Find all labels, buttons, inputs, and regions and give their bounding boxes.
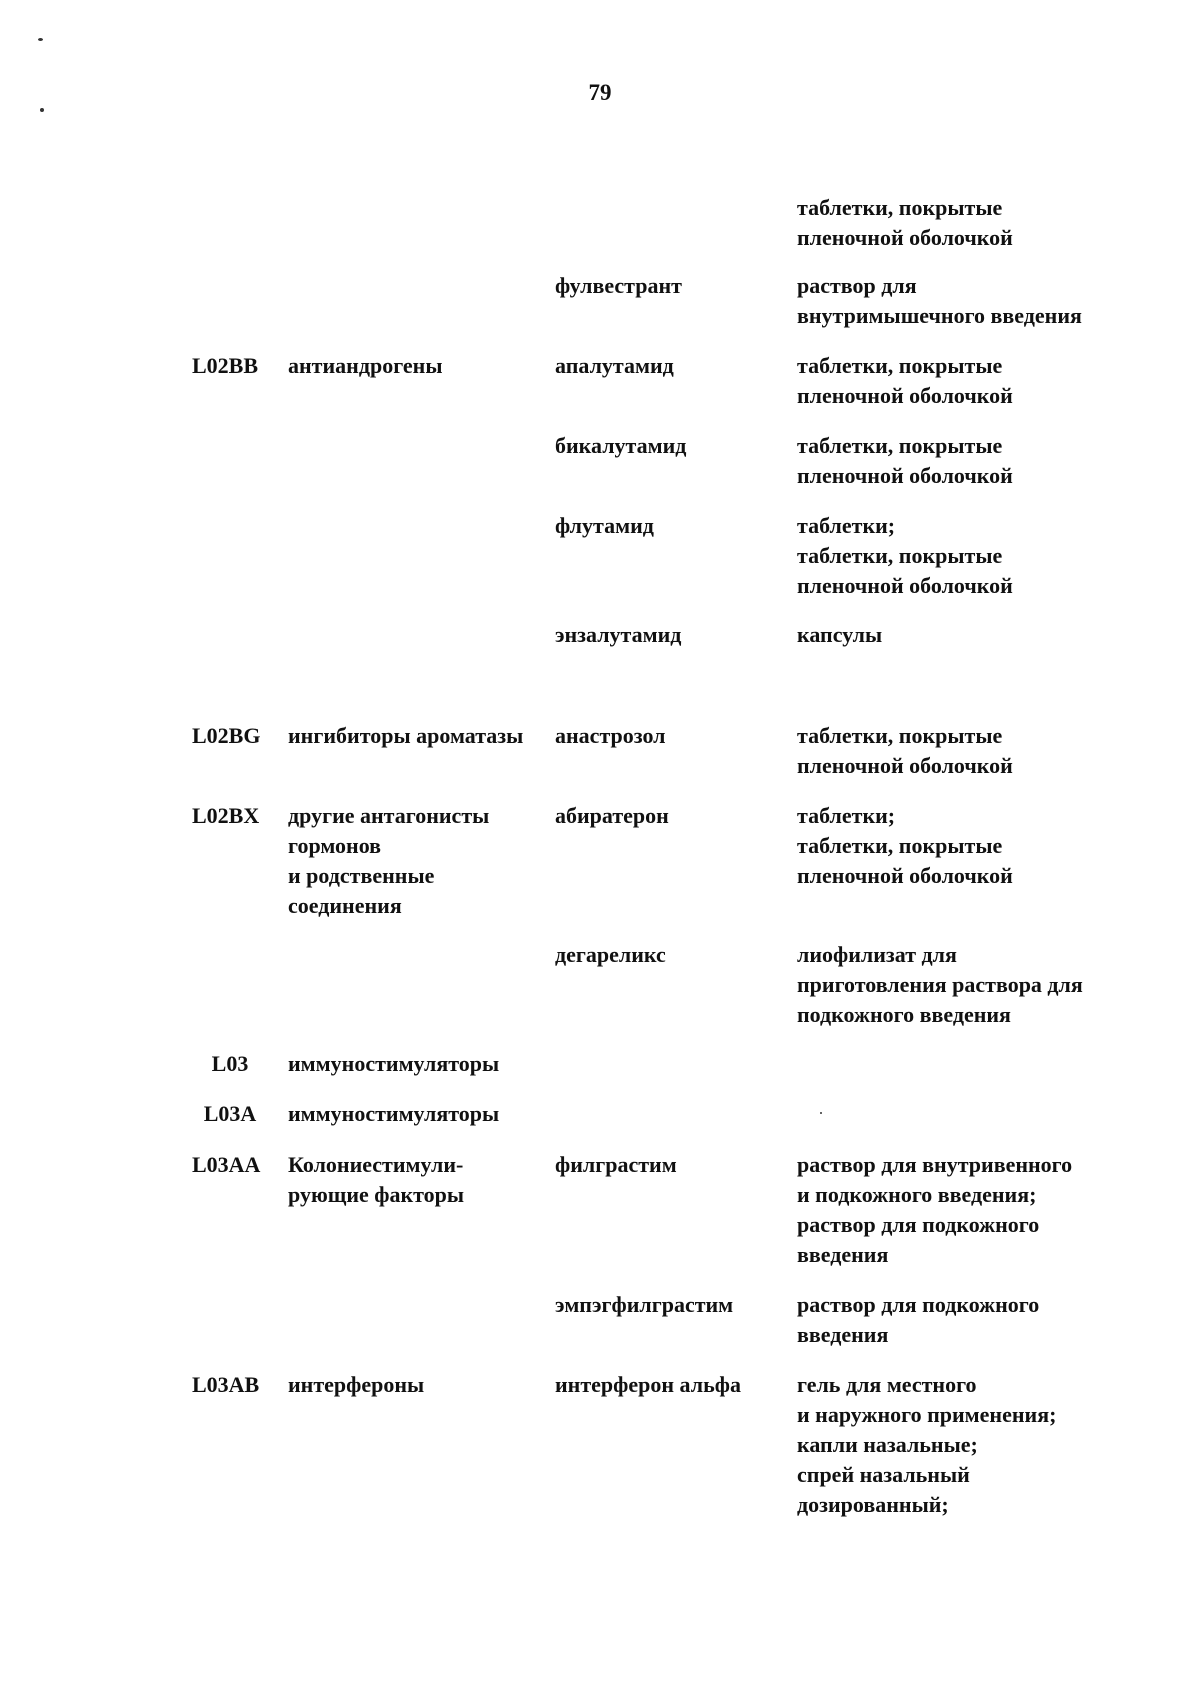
- group-name: антиандрогены: [288, 353, 443, 378]
- scan-speck: [820, 1112, 822, 1114]
- drug-name: абиратерон: [555, 803, 669, 828]
- scan-speck: [38, 38, 43, 41]
- drug-name: анастрозол: [555, 723, 666, 748]
- drug-name: энзалутамид: [555, 622, 682, 647]
- group-name: иммуностимуляторы: [288, 1101, 500, 1126]
- scan-speck: [40, 108, 44, 112]
- atc-code: L02BB: [192, 353, 259, 378]
- dosage-form: раствор для внутривенного и подкожного введения; раствор для подкожного введения: [797, 1152, 1073, 1267]
- drug-name: флутамид: [555, 513, 654, 538]
- group-name: другие антагонисты гормонов и родственные соединения: [288, 803, 490, 918]
- dosage-form: таблетки, покрытые пленочной оболочкой: [797, 353, 1013, 408]
- drug-name: апалутамид: [555, 353, 674, 378]
- atc-code: L02BX: [192, 803, 260, 828]
- group-name: Колониестимули- рующие факторы: [288, 1152, 465, 1207]
- group-name: иммуностимуляторы: [288, 1051, 500, 1076]
- dosage-form: таблетки; таблетки, покрытые пленочной оболочкой: [797, 803, 1013, 888]
- group-name: ингибиторы ароматазы: [288, 723, 524, 748]
- dosage-form: гель для местного и наружного применения; капли назальные; спрей назальный дозированный;: [797, 1372, 1057, 1517]
- dosage-form: таблетки, покрытые пленочной оболочкой: [797, 723, 1013, 778]
- drug-name: интерферон альфа: [555, 1372, 741, 1397]
- atc-code: L03: [211, 1051, 249, 1076]
- atc-code: L02BG: [192, 723, 261, 748]
- drug-name: фулвестрант: [555, 273, 682, 298]
- dosage-form: раствор для внутримышечного введения: [797, 273, 1082, 328]
- atc-code: L03AA: [192, 1152, 261, 1177]
- dosage-form: лиофилизат для приготовления раствора для подкожного введения: [797, 942, 1083, 1027]
- dosage-form: капсулы: [797, 622, 883, 647]
- page-number: 79: [588, 80, 612, 105]
- dosage-form: раствор для подкожного введения: [797, 1292, 1040, 1347]
- drug-name: филграстим: [555, 1152, 677, 1177]
- dosage-form: таблетки, покрытые пленочной оболочкой: [797, 195, 1013, 250]
- drug-name: бикалутамид: [555, 433, 687, 458]
- group-name: интерфероны: [288, 1372, 425, 1397]
- atc-code: L03AB: [192, 1372, 260, 1397]
- dosage-form: таблетки; таблетки, покрытые пленочной оболочкой: [797, 513, 1013, 598]
- dosage-form: таблетки, покрытые пленочной оболочкой: [797, 433, 1013, 488]
- drug-name: дегареликс: [555, 942, 666, 967]
- atc-code: L03A: [203, 1101, 257, 1126]
- drug-name: эмпэгфилграстим: [555, 1292, 734, 1317]
